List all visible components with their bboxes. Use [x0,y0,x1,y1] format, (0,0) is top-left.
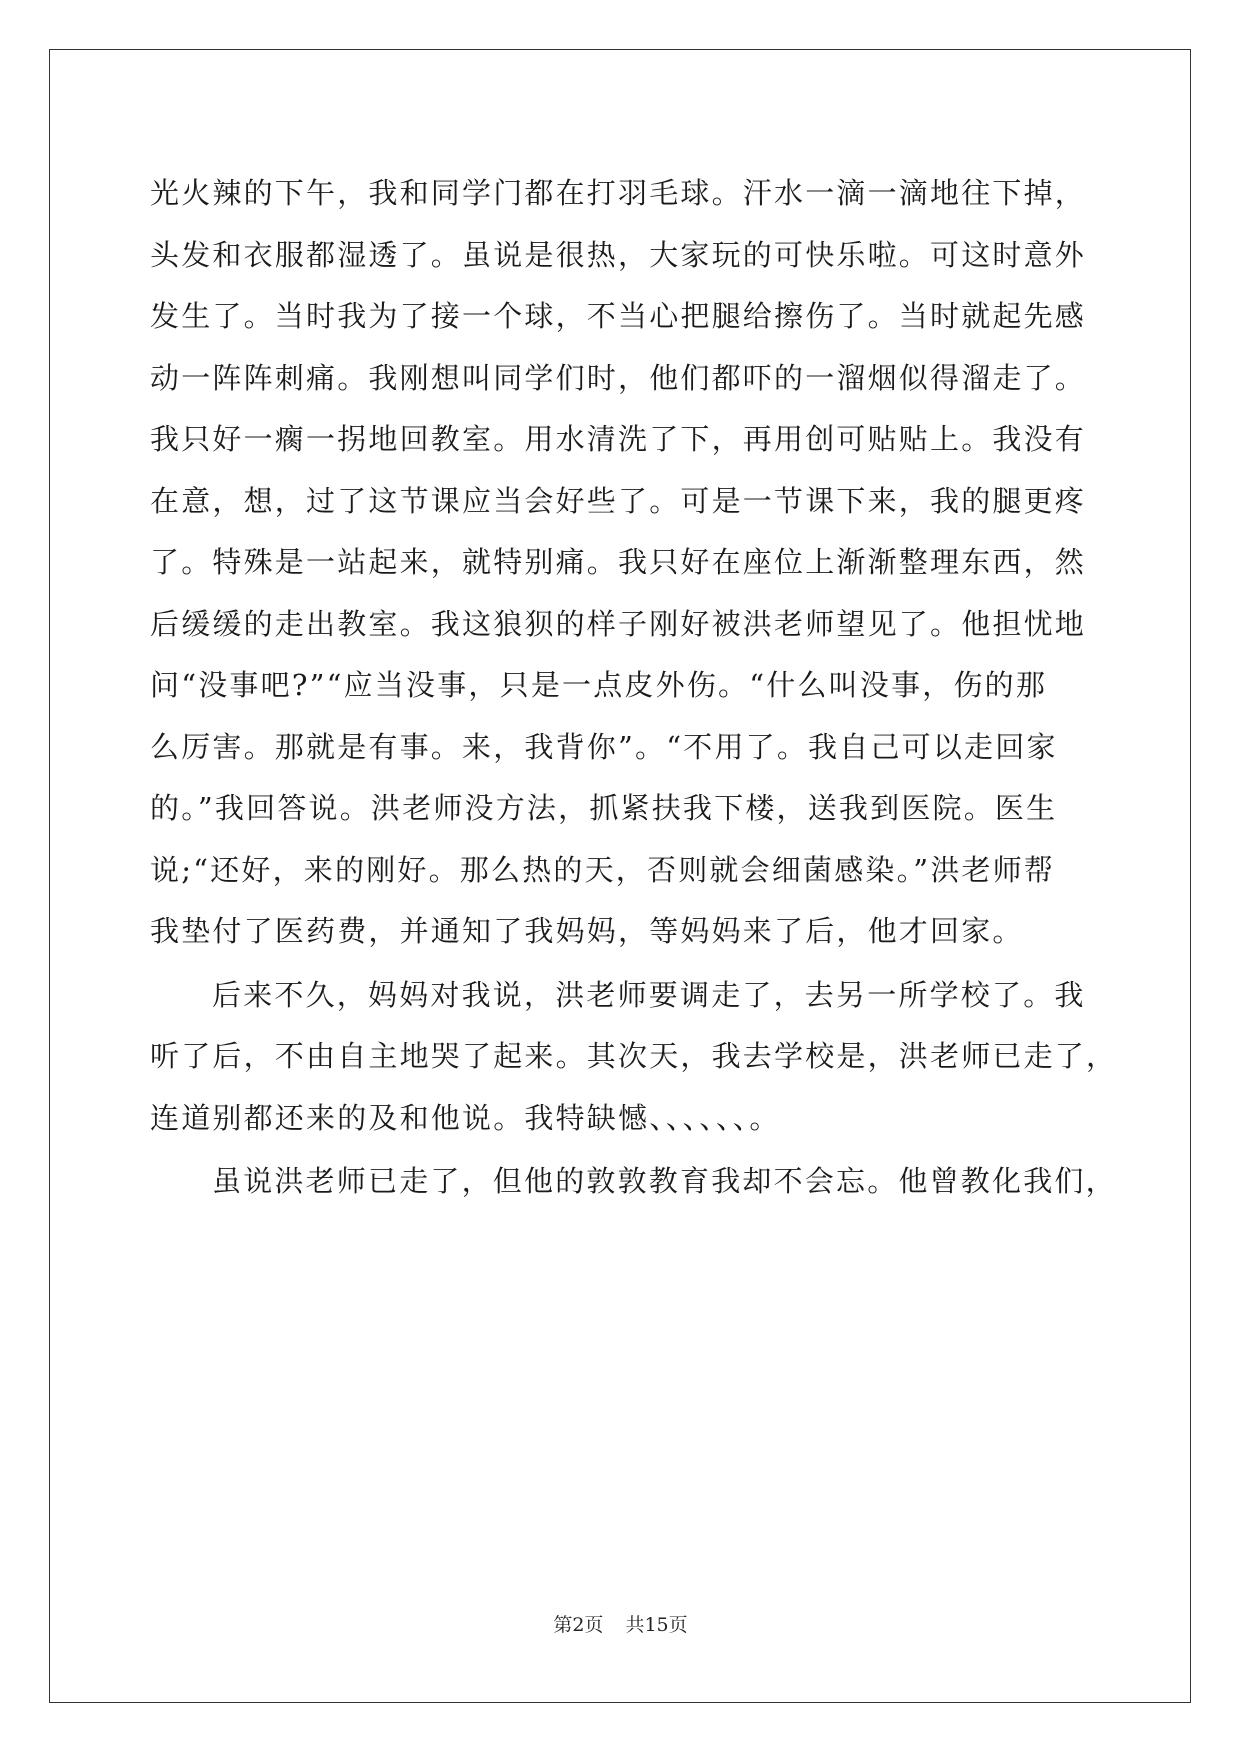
text-line: 问“没事吧?”“应当没事，只是一点皮外伤。“什么叫没事，伤的那 [150,668,1048,702]
page-footer [0,1610,1241,1637]
text-line: 听了后，不由自主地哭了起来。其次天，我去学校是，洪老师已走了， [150,1039,1118,1073]
text-line: 发生了。当时我为了接一个球，不当心把腿给擦伤了。当时就起先感 [150,299,1087,333]
document-body [150,163,1118,1213]
text-line: 连道别都还来的及和他说。我特缺憾、、、、、、。 [150,1100,781,1135]
text-line: 我只好一瘸一拐地回教室。用水清洗了下，再用创可贴贴上。我没有 [150,422,1087,456]
page-number: 第2页 [553,1614,604,1636]
text-line: 我垫付了医药费，并通知了我妈妈，等妈妈来了后，他才回家。 [150,914,1024,948]
text-line: 后缓缓的走出教室。我这狼狈的样子刚好被洪老师望见了。他担忧地 [150,606,1087,641]
text-line: 光火辣的下午，我和同学门都在打羽毛球。汗水一滴一滴地往下掉， [150,176,1087,210]
text-line: 么厉害。那就是有事。来，我背你”。“不用了。我自己可以走回家 [150,729,1058,764]
page-total: 共15页 [625,1614,688,1636]
text-line: 头发和衣服都湿透了。虽说是很热，大家玩的可快乐啦。可这时意外 [150,237,1087,272]
paragraph-first-line: 虽说洪老师已走了，但他的敦敦教育我却不会忘。他曾教化我们， [212,1164,1117,1198]
paragraph-first-line: 后来不久，妈妈对我说，洪老师要调走了，去另一所学校了。我 [212,977,1086,1012]
text-line: 动一阵阵刺痛。我刚想叫同学们时，他们都吓的一溜烟似得溜走了。 [150,360,1087,395]
text-line: 的。”我回答说。洪老师没方法，抓紧扶我下楼，送我到医院。医生 [150,791,1058,825]
text-line: 在意，想，过了这节课应当会好些了。可是一节课下来，我的腿更疼 [150,483,1087,518]
text-line: 了。特殊是一站起来，就特别痛。我只好在座位上渐渐整理东西，然 [150,545,1087,579]
text-line: 说;“还好，来的刚好。那么热的天，否则就会细菌感染。”洪老师帮 [150,852,1056,887]
